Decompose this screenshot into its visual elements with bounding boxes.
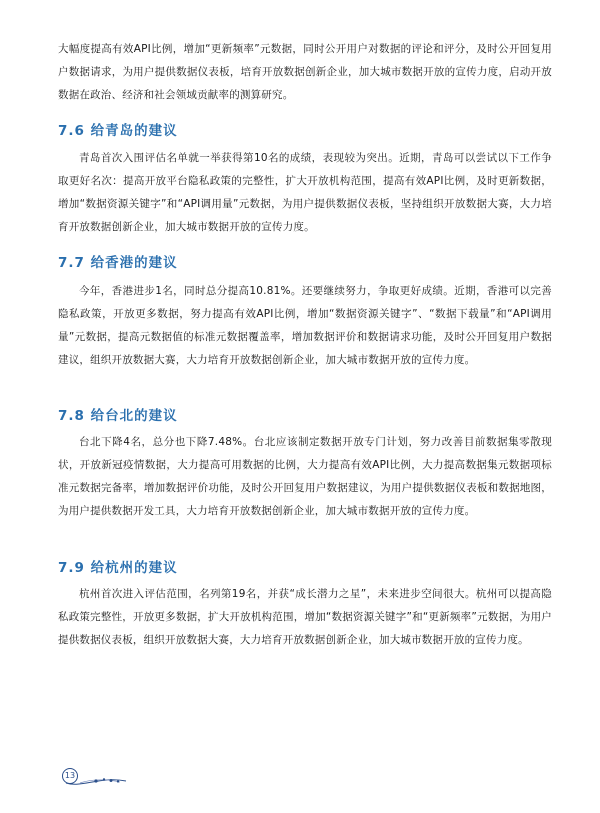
section-body-hangzhou: 杭州首次进入评估范围，名列第19名，并获“成长潜力之星”，未来进步空间很大。杭州可以提高隐私政策完整性，开放更多数据，扩大开放机构范围，增加“数据资源关键字”和“更新频率”元数据，为用户提供数据仪表板，组织开放数据大赛，大力培育开放数据创新企业，加大城市数据开放的宣传力度。 [58, 588, 552, 646]
page-content [58, 38, 552, 652]
section-heading-hangzhou: 7.9 给杭州的建议 [58, 560, 178, 576]
section-body-qingdao: 青岛首次入围评估名单就一举获得第10名的成绩，表现较为突出。近期，青岛可以尝试以下工作争取更好名次：提高开放平台隐私政策的完整性，扩大开放机构范围，提高有效API比例，及时更新数据，增加“数据资源关键字”和“API调用量”元数据，为用户提供数据仪表板，坚持组织开放数据大赛，大力培育开放数据创新企业，加大城市数据开放的宣传力度。 [58, 152, 552, 233]
footer-ornament-icon [62, 766, 128, 788]
section-body-hongkong: 今年，香港进步1名，同时总分提高10.81%。还要继续努力，争取更好成绩。近期，香港可以完善隐私政策，开放更多数据，努力提高有效API比例，增加“数据资源关键字”、“数据下载量”和“API调用量”元数据，提高元数据值的标准元数据覆盖率，增加数据评价和数据请求功能，及时公开回复用户数据建议，组织开放数据大赛，大力培育开放数据创新企业，加大城市数据开放的宣传力度。 [58, 285, 552, 366]
page-footer [62, 766, 128, 788]
section-heading-taipei: 7.8 给台北的建议 [58, 408, 178, 424]
page-number: 13 [62, 768, 78, 784]
section-heading-qingdao: 7.6 给青岛的建议 [58, 123, 178, 139]
section-heading-hongkong: 7.7 给香港的建议 [58, 255, 178, 271]
section-body-taipei: 台北下降4名，总分也下降7.48%。台北应该制定数据开放专门计划，努力改善目前数据集零散现状，开放新冠疫情数据，大力提高可用数据的比例，大力提高有效API比例，大力提高数据集元数据项标准元数据完备率，增加数据评价功能，及时公开回复用户数据建议，为用户提供数据仪表板和数据地图，为用户提供数据开发工具，大力培育开放数据创新企业，加大城市数据开放的宣传力度。 [58, 436, 552, 517]
intro-paragraph: 大幅度提高有效API比例，增加“更新频率”元数据，同时公开用户对数据的评论和评分，及时公开回复用户数据请求，为用户提供数据仪表板，培育开放数据创新企业，加大城市数据开放的宣传力度，启动开放数据在政治、经济和社会领域贡献率的测算研究。 [58, 43, 552, 101]
